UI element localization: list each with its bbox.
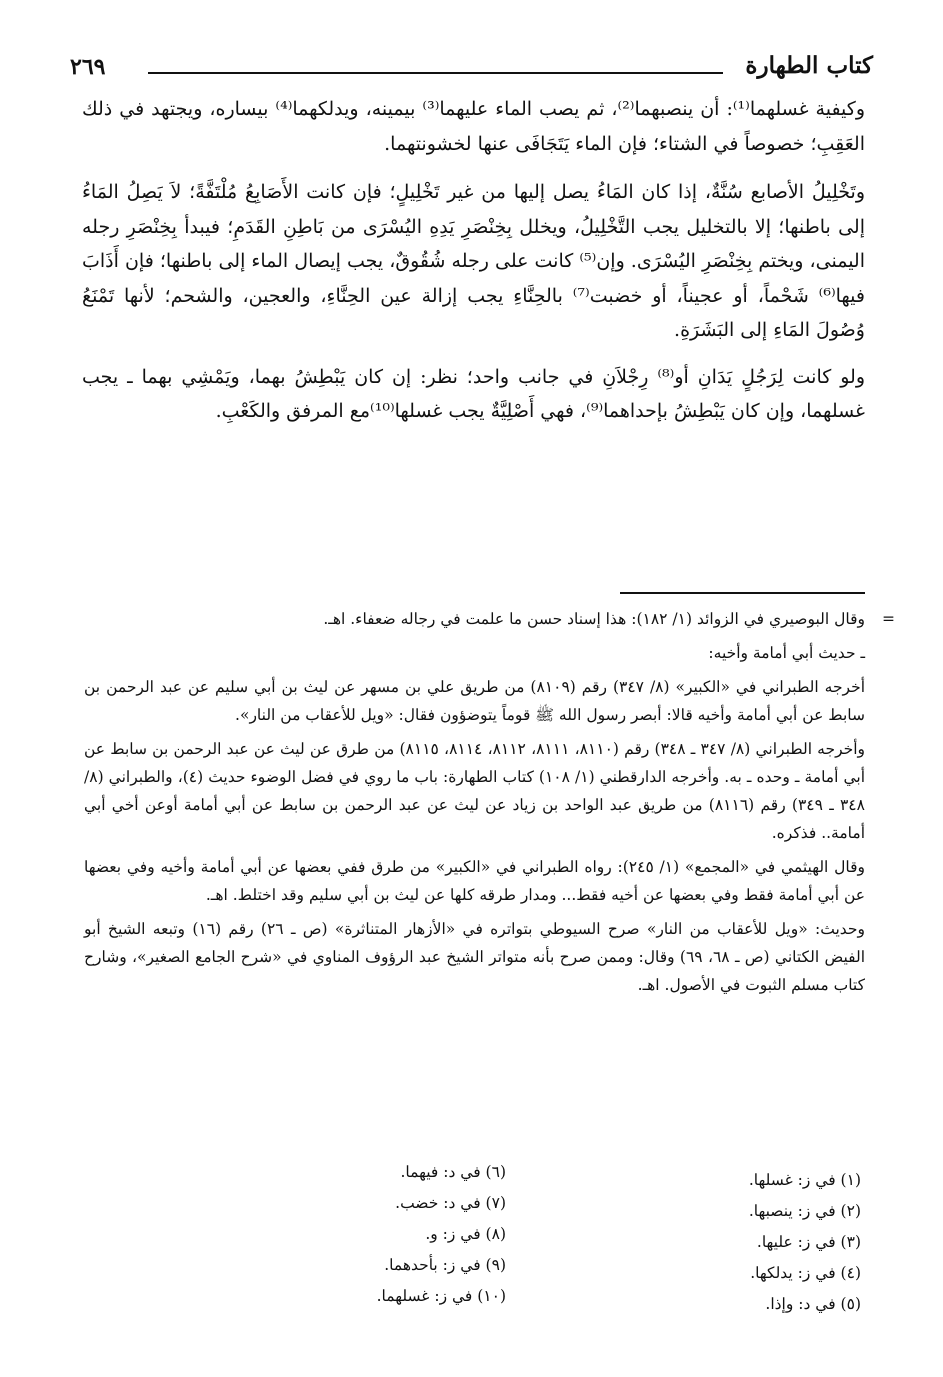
footnote-item: (٥) في د: وإذا. [765, 1295, 861, 1313]
footnote-item: (٢) في ز: ينصبها. [748, 1202, 861, 1220]
variant-footnotes [82, 1157, 861, 1317]
footnote-separator [620, 592, 865, 594]
note-tabarani-2: وأخرجه الطبراني (٨/ ٣٤٧ ـ ٣٤٨) رقم (٨١١٠، ٨١١١، ٨١١٢، ٨١١٤، ٨١١٥) من طرق عن ليث عن عبد الرحمن بن سابط عن أبي أمامة ـ وحده ـ به. وأخرجه الدارقطني (١/ ١٠٨) كتاب الطهارة: باب ما روي في فضل الوضوء حديث (٤)، والطبراني (٨/ ٣٤٨ ـ ٣٤٩) رقم (٨١١٦) من طريق عبد الواحد بن زياد عن ليث عن عبد الرحمن بن سابط عن أبي أمامة أوعن أخي أبي أمامة.. فذكره. [84, 740, 866, 842]
note-haythami: وقال الهيثمي في «المجمع» (١/ ٢٤٥): رواه الطبراني في «الكبير» من طرق ففي بعضها عن أبي أمامة وأخيه وفي بعضها عن أبي أمامة فقط وفي بعضها عن أخيه فقط... ومدار طرقه كلها عن ليث بن أبي سليم وقد اختلط. اهـ. [84, 858, 866, 904]
note-hadith-heading: ـ حديث أبي أمامة وأخيه: [708, 644, 865, 662]
takhrij-notes [84, 605, 895, 1005]
footnotes-column-right [749, 1165, 861, 1320]
note-tabarani-1: أخرجه الطبراني في «الكبير» (٨/ ٣٤٧) رقم (٨١٠٩) من طريق علي بن مسهر عن ليث بن أبي سليم عن عبد الرحمن بن سابط عن أبي أمامة وأخيه قالا: أبصر رسول الله ﷺ قوماً يتوضؤون فقال: «ويل للأعقاب من النار». [84, 678, 866, 724]
footnote-item: (١) في ز: غسلها. [748, 1171, 861, 1189]
continuation-mark: = [882, 610, 895, 628]
paragraph-extra-limbs: ولو كانت لِرَجُلٍ يَدَانِ أو⁽⁸⁾ رِجْلاَنِ في جانب واحد؛ نظر: إن كان يَبْطِشُ بهما، ويَمْشِي بهما ـ يجب غسلهما، وإن كان يَبْطِشُ بإحداهما⁽⁹⁾، فهي أَصْلِيَّةٌ يجب غسلها⁽¹⁰⁾مع المرفق والكَعْبِ. [82, 365, 865, 422]
main-text [82, 92, 865, 443]
footnote-item: (٣) في ز: عليها. [756, 1233, 861, 1251]
note-tawatur: وحديث: «ويل للأعقاب من النار» صرح السيوطي بتواتره في «الأزهار المتناثرة» (ص ـ ٢٦) رقم (١٦) وتبعه الشيخ أبو الفيض الكتاني (ص ـ ٦٨، ٦٩) وقال: وممن صرح بأنه متواتر الشيخ عبد الرؤوف المناوي في «شرح الجامع الصغير»، وشارح كتاب مسلم الثبوت في الأصول. اهـ. [84, 920, 865, 994]
footnote-item: (٤) في ز: يدلكها. [750, 1264, 861, 1282]
note-busiri [84, 605, 895, 633]
paragraph-toe-interlacing: وتَخْلِيلُ الأصابع سُنَّةٌ، إذا كان المَاءُ يصل إليها من غير تَخْلِيلٍ؛ فإن كانت الأَصَابِعُ مُلْتَفَّةً؛ لاَ يَصِلُ المَاءُ إلى باطنها؛ إلا بالتخليل يجب التَّخْلِيلُ، ويخلل بِخِنْصَرِ يَدِهِ اليُسْرَى من بَاطِنِ القَدَمِ؛ فيبدأ بِخِنْصَرِ رجله اليمنى، ويختم بِخِنْصَرِ اليُسْرَى. وإن⁽⁵⁾ كانت على رجله شُقُوقٌ، يجب إيصال الماء إلى باطنها؛ فإن أَذَابَ فيها⁽⁶⁾ شَحْماً، أو عجيناً، أو خضبت⁽⁷⁾ بالحِنَّاءِ يجب إزالة عين الحِنَّاءِ، والعجين، والشحم؛ لأنها تَمْنَعُ وُصُولَ المَاءِ إلى البَشَرَةِ. [82, 181, 865, 341]
footnote-item: (١٠) في ز: غسلهما. [376, 1287, 506, 1305]
paragraph-washing-method: وكيفية غسلهما⁽¹⁾: أن ينصبهما⁽²⁾، ثم يصب الماء عليهما⁽³⁾ بيمينه، ويدلكهما⁽⁴⁾ بيساره، ويجتهد في ذلك العَقِبِ؛ خصوصاً في الشتاء؛ فإن الماء يَتَجَافَى عنها لخشونتهما. [82, 98, 866, 155]
running-header [70, 48, 873, 88]
footnote-item: (٧) في د: خضب. [395, 1194, 506, 1212]
header-rule [148, 72, 723, 74]
footnote-item: (٨) في ز: و. [425, 1225, 506, 1243]
footnote-item: (٦) في د: فيهما. [400, 1163, 506, 1181]
footnotes-column-left [377, 1157, 506, 1312]
footnote-item: (٩) في ز: بأحدهما. [384, 1256, 506, 1274]
chapter-title: كتاب الطهارة [745, 52, 873, 79]
page-number: ٢٦٩ [70, 54, 106, 80]
note-busiri-text: وقال البوصيري في الزوائد (١/ ١٨٢): هذا إسناد حسن ما علمت في رجاله ضعفاء. اهـ. [323, 610, 865, 628]
